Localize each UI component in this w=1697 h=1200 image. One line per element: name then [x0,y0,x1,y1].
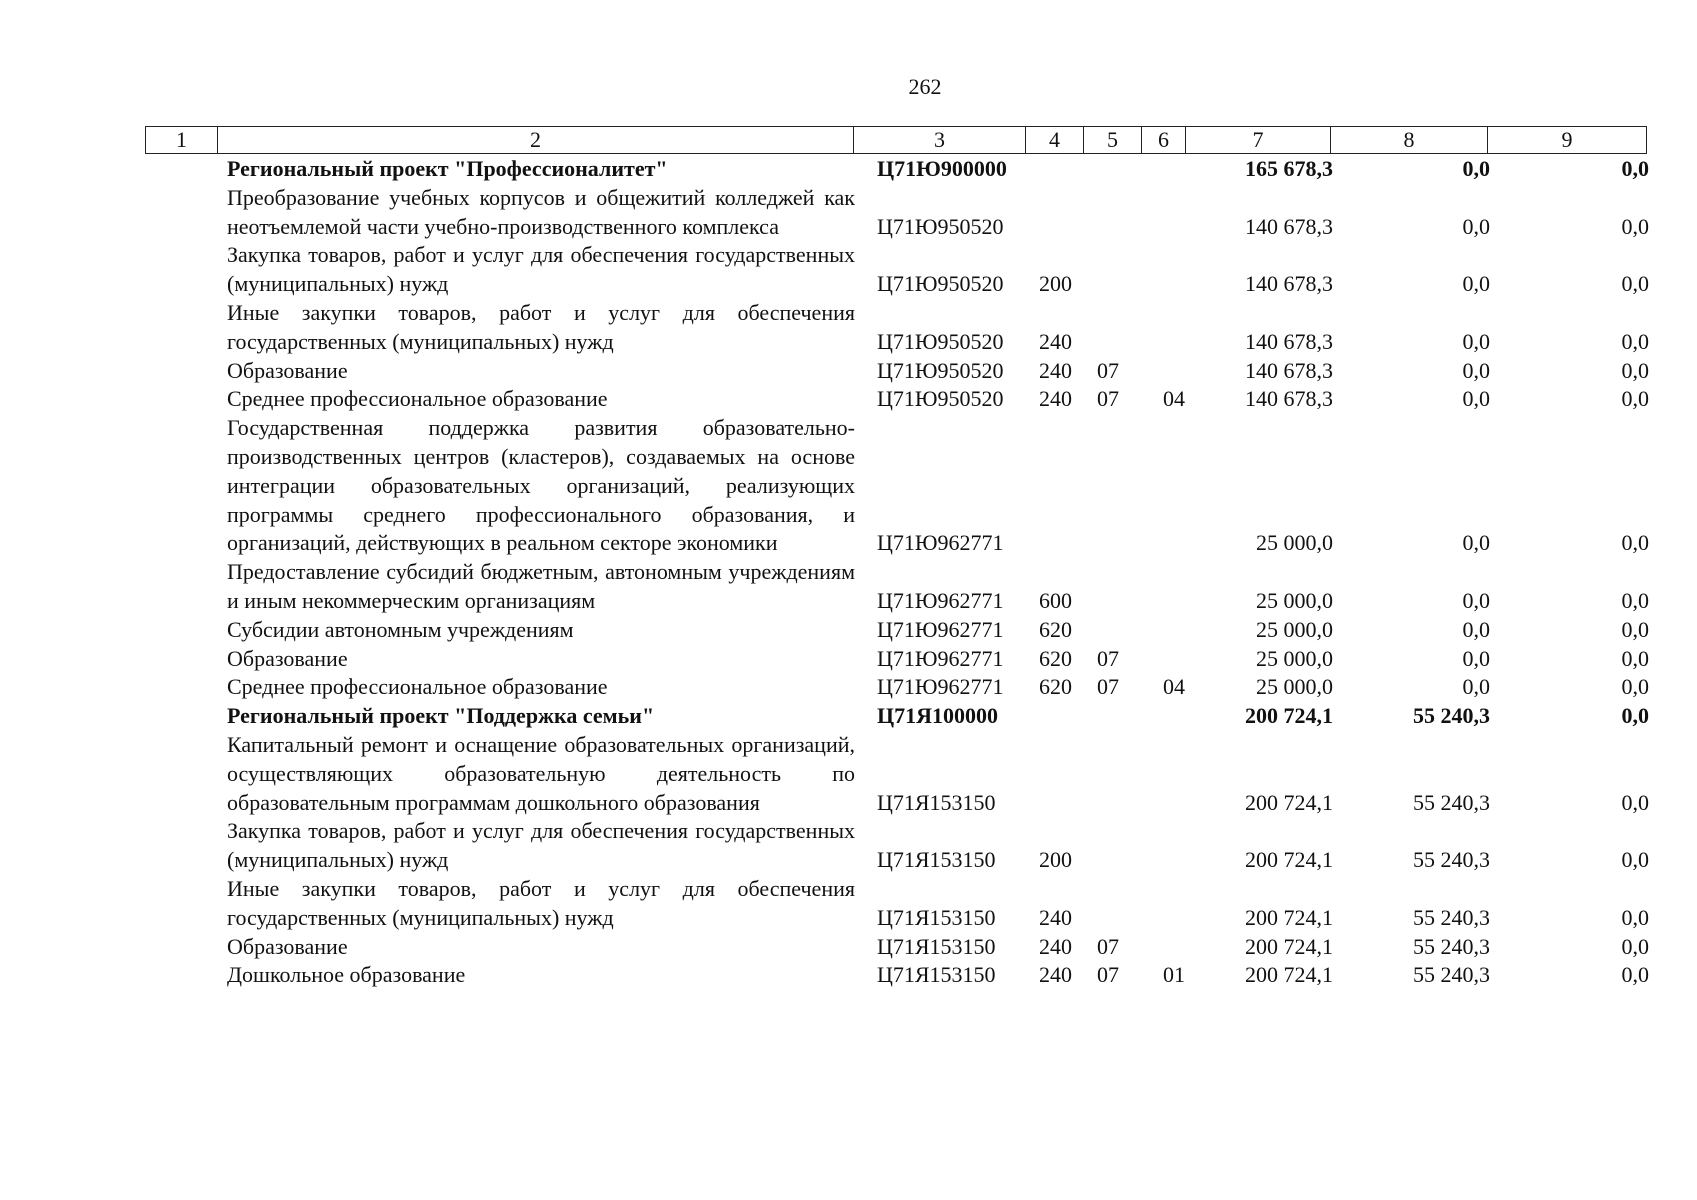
row-code: Ц71Я153150 [877,904,996,930]
table-row [145,558,1658,616]
row-subsection [1153,817,1197,875]
row-amount-col7: 140 678,3 [1245,271,1333,297]
row-subsection [1153,875,1197,933]
row-amount-col7: 140 678,3 [1245,213,1333,239]
row-name: Субсидии автономным учреждениям [227,616,574,642]
header-col-5: 5 [1084,127,1142,154]
row-section: 07 [1097,962,1119,988]
row-amount-col9: 0,0 [1621,530,1649,556]
table-row [145,731,1658,817]
row-amount-col8: 0,0 [1462,156,1490,181]
row-expense-type [1037,155,1095,184]
row-amount-col7: 25 000,0 [1256,530,1333,556]
table-row [145,702,1658,731]
row-amount-col9: 0,0 [1621,271,1649,297]
table-row [145,184,1658,242]
header-col-8: 8 [1331,127,1488,154]
row-expense-type: 200 [1039,847,1072,873]
row-section: 07 [1097,933,1119,959]
row-code: Ц71Ю950520 [877,271,1004,297]
row-code: Ц71Я153150 [877,847,996,873]
row-code: Ц71Ю962771 [877,674,1004,700]
row-amount-col8: 0,0 [1462,530,1490,556]
row-code: Ц71Ю962771 [877,616,1004,642]
row-name: Иные закупки товаров, работ и услуг для обеспечения государственных (муниципальных) нужд [227,875,855,930]
row-name: Закупка товаров, работ и услуг для обеспечения государственных (муниципальных) нужд [227,242,855,297]
row-expense-type [1037,414,1095,558]
row-subsection: 01 [1163,962,1185,988]
row-expense-type: 240 [1039,933,1072,959]
table-row [145,673,1658,702]
row-name: Государственная поддержка развития образовательно-производственных центров (кластеров), создаваемых на основе интеграции образовательных организаций, реализующих программы среднего профессионального образования, и организаций, действующих в реальном секторе экономики [227,415,855,556]
row-amount-col9: 0,0 [1621,156,1649,181]
row-amount-col8: 0,0 [1462,616,1490,642]
row-amount-col9: 0,0 [1621,933,1649,959]
row-code: Ц71Я153150 [877,933,996,959]
table-row [145,241,1658,299]
row-expense-type: 240 [1039,962,1072,988]
table-row [145,357,1658,386]
row-subsection [1153,731,1197,817]
row-subsection [1153,241,1197,299]
row-amount-col8: 55 240,3 [1413,703,1490,729]
header-col-7: 7 [1186,127,1331,154]
table-row [145,817,1658,875]
row-name: Образование [227,357,348,383]
row-section [1095,817,1153,875]
row-amount-col9: 0,0 [1621,386,1649,412]
row-amount-col7: 200 724,1 [1245,703,1333,729]
row-section: 07 [1097,386,1119,412]
table-row [145,875,1658,933]
row-amount-col9: 0,0 [1621,904,1649,930]
row-amount-col7: 25 000,0 [1256,674,1333,700]
row-amount-col8: 55 240,3 [1413,789,1490,815]
row-amount-col7: 200 724,1 [1245,789,1333,815]
row-amount-col7: 165 678,3 [1245,156,1333,181]
row-section [1095,155,1153,184]
row-section [1095,616,1153,645]
row-name: Закупка товаров, работ и услуг для обеспечения государственных (муниципальных) нужд [227,818,855,873]
row-amount-col9: 0,0 [1621,789,1649,815]
row-code: Ц71Ю950520 [877,328,1004,354]
row-subsection [1153,357,1197,386]
row-expense-type: 240 [1039,328,1072,354]
row-code: Ц71Ю962771 [877,645,1004,671]
row-amount-col8: 0,0 [1462,674,1490,700]
row-section: 07 [1097,357,1119,383]
row-section [1095,731,1153,817]
row-amount-col8: 0,0 [1462,645,1490,671]
row-expense-type: 240 [1039,357,1072,383]
table-row [145,616,1658,645]
row-subsection [1153,299,1197,357]
row-code: Ц71Ю950520 [877,213,1004,239]
column-number-header [145,126,1647,154]
budget-table-body [145,155,1658,990]
row-name: Региональный проект "Профессионалитет" [227,156,668,181]
row-amount-col7: 200 724,1 [1245,847,1333,873]
row-amount-col8: 55 240,3 [1413,933,1490,959]
row-name: Преобразование учебных корпусов и общежитий колледжей как неотъемлемой части учебно-производственного комплекса [227,184,855,239]
header-col-6: 6 [1142,127,1186,154]
table-row [145,155,1658,184]
table-row [145,961,1658,990]
row-subsection [1153,414,1197,558]
table-row [145,933,1658,962]
row-amount-col8: 0,0 [1462,587,1490,613]
row-expense-type: 620 [1039,616,1072,642]
row-amount-col8: 55 240,3 [1413,962,1490,988]
table-row [145,299,1658,357]
row-amount-col9: 0,0 [1621,645,1649,671]
row-section [1095,299,1153,357]
row-amount-col8: 55 240,3 [1413,904,1490,930]
row-expense-type: 240 [1039,904,1072,930]
row-amount-col9: 0,0 [1621,213,1649,239]
row-name: Капитальный ремонт и оснащение образовательных организаций, осуществляющих образовательную деятельность по образовательным программам дошкольного образования [227,731,855,815]
header-col-4: 4 [1026,127,1084,154]
row-amount-col7: 200 724,1 [1245,962,1333,988]
row-expense-type: 600 [1039,587,1072,613]
row-section: 07 [1097,674,1119,700]
row-subsection [1153,184,1197,242]
header-col-1: 1 [146,127,218,154]
row-expense-type [1037,731,1095,817]
row-section [1095,875,1153,933]
row-section [1095,702,1153,731]
row-amount-col9: 0,0 [1621,357,1649,383]
row-amount-col7: 25 000,0 [1256,587,1333,613]
row-code: Ц71Я153150 [877,962,996,988]
row-expense-type: 240 [1039,386,1072,412]
row-name: Образование [227,933,348,959]
row-expense-type: 620 [1039,674,1072,700]
row-amount-col8: 0,0 [1462,386,1490,412]
row-amount-col7: 200 724,1 [1245,904,1333,930]
row-section [1095,414,1153,558]
row-amount-col7: 25 000,0 [1256,645,1333,671]
row-amount-col8: 0,0 [1462,271,1490,297]
row-amount-col8: 55 240,3 [1413,847,1490,873]
row-amount-col8: 0,0 [1462,357,1490,383]
row-amount-col8: 0,0 [1462,213,1490,239]
header-col-9: 9 [1488,127,1647,154]
row-amount-col8: 0,0 [1462,328,1490,354]
row-code: Ц71Ю950520 [877,357,1004,383]
row-subsection [1153,155,1197,184]
row-name: Образование [227,645,348,671]
row-section: 07 [1097,645,1119,671]
header-row [146,127,1647,154]
row-code: Ц71Я153150 [877,789,996,815]
row-amount-col7: 140 678,3 [1245,328,1333,354]
row-amount-col9: 0,0 [1621,328,1649,354]
row-subsection [1153,558,1197,616]
row-subsection: 04 [1163,386,1185,412]
page-number: 262 [908,74,942,99]
row-amount-col9: 0,0 [1621,847,1649,873]
row-section [1095,241,1153,299]
row-amount-col7: 140 678,3 [1245,357,1333,383]
budget-table [145,155,1658,990]
table-row [145,385,1658,414]
row-amount-col9: 0,0 [1621,616,1649,642]
row-name: Предоставление субсидий бюджетным, автономным учреждениям и иным некоммерческим организациям [227,559,855,613]
row-amount-col7: 140 678,3 [1245,386,1333,412]
row-name: Иные закупки товаров, работ и услуг для обеспечения государственных (муниципальных) нужд [227,299,855,354]
row-code: Ц71Я100000 [877,703,998,729]
row-expense-type: 620 [1039,645,1072,671]
table-row [145,414,1658,558]
row-section [1095,558,1153,616]
row-subsection [1153,933,1197,962]
row-name: Среднее профессиональное образование [227,674,608,700]
row-amount-col9: 0,0 [1621,674,1649,700]
row-code: Ц71Ю962771 [877,530,1004,556]
row-name: Дошкольное образование [227,962,466,988]
row-amount-col9: 0,0 [1621,962,1649,988]
row-expense-type [1037,702,1095,731]
row-amount-col9: 0,0 [1621,587,1649,613]
table-row [145,645,1658,674]
header-col-2: 2 [218,127,854,154]
row-subsection [1153,702,1197,731]
row-subsection: 04 [1163,674,1185,700]
row-code: Ц71Ю950520 [877,386,1004,412]
row-expense-type: 200 [1039,271,1072,297]
row-code: Ц71Ю900000 [877,156,1007,181]
row-amount-col9: 0,0 [1621,703,1649,729]
row-code: Ц71Ю962771 [877,587,1004,613]
row-section [1095,184,1153,242]
row-name: Региональный проект "Поддержка семьи" [227,703,655,729]
row-amount-col7: 200 724,1 [1245,933,1333,959]
row-expense-type [1037,184,1095,242]
row-name: Среднее профессиональное образование [227,386,608,412]
row-amount-col7: 25 000,0 [1256,616,1333,642]
row-subsection [1153,645,1197,674]
header-col-3: 3 [854,127,1026,154]
row-subsection [1153,616,1197,645]
